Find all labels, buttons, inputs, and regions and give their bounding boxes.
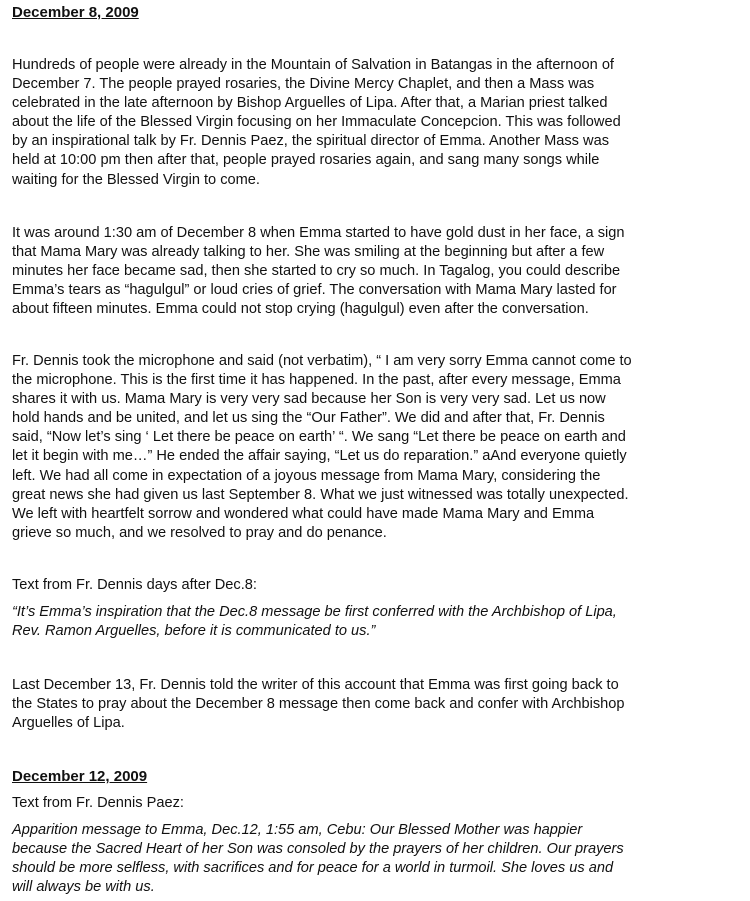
text-line: said, “Now let’s sing ‘ Let there be peace on earth’ “. We sang “Let there be peace on earth and: [12, 429, 626, 446]
text-line: the microphone. This is the first time it has happened. In the past, after every message, Emma: [12, 372, 621, 389]
paragraph-message: [12, 821, 736, 897]
text-line: about the life of the Blessed Virgin focusing on her Immaculate Concepcion. This was followed: [12, 114, 621, 131]
paragraph-apparition: [12, 224, 736, 319]
text-line: hold hands and be united, and let us sing the “Our Father”. We did and after that, Fr. Dennis: [12, 410, 605, 427]
text-line: by an inspirational talk by Fr. Dennis Paez, the spiritual director of Emma. Another Mass was: [12, 133, 609, 150]
section-heading-dec-8: December 8, 2009: [12, 4, 139, 21]
text-line: “It’s Emma’s inspiration that the Dec.8 message be first conferred with the Archbishop of Lipa,: [12, 604, 617, 620]
text-line: left. We had all come in expectation of a joyous message from Mama Mary, considering the: [12, 467, 601, 484]
text-line: Text from Fr. Dennis days after Dec.8:: [12, 577, 257, 593]
text-line: the States to pray about the December 8 message then come back and confer with Archbishop: [12, 696, 625, 713]
text-line: Apparition message to Emma, Dec.12, 1:55 am, Cebu: Our Blessed Mother was happier: [12, 822, 583, 838]
paragraph-quote: [12, 603, 736, 641]
text-line: will always be with us.: [12, 879, 155, 896]
text-line: December 7. The people prayed rosaries, the Divine Mercy Chaplet, and then a Mass was: [12, 76, 595, 93]
paragraph-dec-13: [12, 676, 736, 733]
text-line: because the Sacred Heart of her Son was consoled by the prayers of her children. Our prayers: [12, 841, 624, 858]
text-line: Arguelles of Lipa.: [12, 715, 125, 732]
text-line: that Mama Mary was already talking to her. She was smiling at the beginning but after a few: [12, 244, 605, 261]
paragraph-fr-dennis: [12, 352, 736, 543]
text-line: Last December 13, Fr. Dennis told the writer of this account that Emma was first going back to: [12, 677, 619, 693]
section-heading-dec-12: December 12, 2009: [12, 768, 148, 785]
text-line: let it begin with me…” He ended the affair saying, “Let us do reparation.” aAnd everyone quietly: [12, 448, 627, 465]
paragraph-vigil: [12, 56, 736, 190]
text-line: Hundreds of people were already in the Mountain of Salvation in Batangas in the afternoon of: [12, 57, 614, 73]
paragraph-text-source: [12, 794, 736, 813]
text-line: shares it with us. Mama Mary is very very sad because her Son is very very sad. Let us now: [12, 391, 606, 408]
text-line: Rev. Ramon Arguelles, before it is communicated to us.”: [12, 623, 376, 640]
text-line: Fr. Dennis took the microphone and said (not verbatim), “ I am very sorry Emma cannot come to: [12, 353, 632, 369]
text-line: celebrated in the late afternoon by Bishop Arguelles of Lipa. After that, a Marian priest talked: [12, 95, 608, 112]
text-line: grieve so much, and we resolved to pray and do penance.: [12, 524, 387, 541]
text-line: Emma’s tears as “hagulgul” or loud cries of grief. The conversation with Mama Mary lasted for: [12, 282, 617, 299]
text-line: Text from Fr. Dennis Paez:: [12, 795, 184, 811]
text-line: We left with heartfelt sorrow and wondered what could have made Mama Mary and Emma: [12, 505, 595, 522]
text-line: should be more selfless, with sacrifices and for peace for a world in turmoil. She loves us and: [12, 860, 614, 877]
text-line: about fifteen minutes. Emma could not stop crying (hagulgul) even after the conversation.: [12, 301, 589, 318]
text-line: great news she had given us last September 8. What we just witnessed was totally unexpected.: [12, 486, 629, 503]
text-line: held at 10:00 pm then after that, people prayed rosaries again, and sang many songs while: [12, 152, 600, 169]
paragraph-text-intro: [12, 576, 736, 595]
text-line: waiting for the Blessed Virgin to come.: [12, 171, 260, 188]
text-line: minutes her face became sad, then she started to cry so much. In Tagalog, you could describe: [12, 263, 621, 280]
text-line: It was around 1:30 am of December 8 when Emma started to have gold dust in her face, a sign: [12, 225, 625, 241]
